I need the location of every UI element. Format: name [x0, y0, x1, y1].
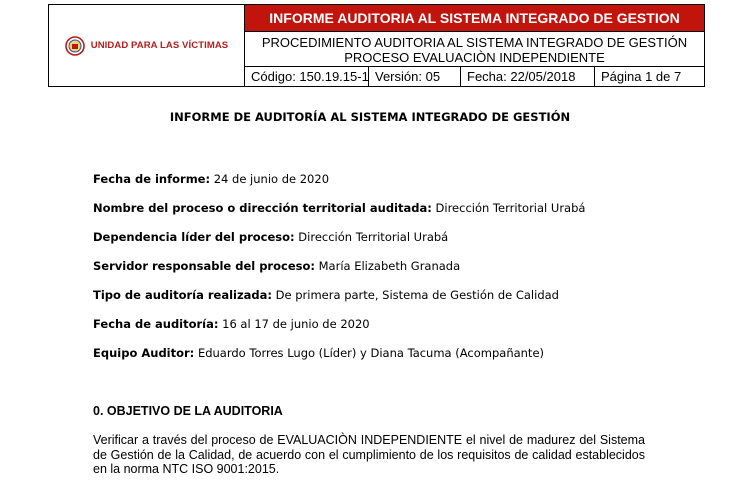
page-number: Página 1 de 7 [601, 69, 682, 84]
procedure-name: PROCEDIMIENTO AUDITORIA AL SISTEMA INTEGRADO DE GESTIÓN [261, 35, 688, 50]
field-audit-date [93, 317, 370, 331]
field-report-date [93, 172, 329, 186]
field-label: Servidor responsable del proceso: [93, 259, 315, 273]
field-label: Tipo de auditoría realizada: [93, 288, 273, 302]
field-value: De primera parte, Sistema de Gestión de Calidad [272, 288, 559, 302]
document-code: Código: 150.19.15-1 [245, 67, 369, 86]
field-label: Fecha de auditoría: [93, 317, 219, 331]
report-title-bar: INFORME AUDITORIA AL SISTEMA INTEGRADO DE GESTION [245, 5, 704, 32]
field-value: Dirección Territorial Urabá [294, 230, 449, 244]
logo-cell [49, 5, 245, 86]
field-audit-type [93, 288, 559, 302]
field-audit-team [93, 346, 544, 360]
field-value: 16 al 17 de junio de 2020 [218, 317, 370, 331]
document-header [48, 4, 705, 87]
logo-text: UNIDAD PARA LAS VÍCTIMAS [90, 40, 229, 51]
field-value: Dirección Territorial Urabá [431, 201, 586, 215]
field-label: Fecha de informe: [93, 172, 211, 186]
seal-icon [65, 36, 85, 56]
field-label: Nombre del proceso o dirección territorial auditada: [93, 201, 432, 215]
field-value: Eduardo Torres Lugo (Líder) y Diana Tacuma (Acompañante) [194, 346, 545, 360]
field-value: María Elizabeth Granada [314, 259, 461, 273]
field-label: Dependencia líder del proceso: [93, 230, 295, 244]
field-lead-department [93, 230, 448, 244]
document-meta-row [245, 66, 704, 86]
field-value: 24 de junio de 2020 [210, 172, 330, 186]
document-version: Versión: 05 [369, 67, 461, 86]
document-date: Fecha: 22/05/2018 [461, 67, 595, 86]
field-label: Equipo Auditor: [93, 346, 195, 360]
process-name: PROCESO EVALUACIÒN INDEPENDIENTE [344, 50, 605, 65]
objective-paragraph: Verificar a través del proceso de EVALUACIÒN INDEPENDIENTE el nivel de madurez del Sistema de Gestión de la Calidad, de acuerdo con el cumplimiento de los requisitos de calidad establecidos en la norma NTC ISO 9001:2015. [93, 433, 645, 476]
field-responsible [93, 259, 460, 273]
document-title: INFORME DE AUDITORÍA AL SISTEMA INTEGRADO DE GESTIÓN [169, 110, 571, 124]
section-heading: 0. OBJETIVO DE LA AUDITORIA [93, 404, 283, 418]
field-process-name [93, 201, 585, 215]
logo [65, 36, 229, 56]
